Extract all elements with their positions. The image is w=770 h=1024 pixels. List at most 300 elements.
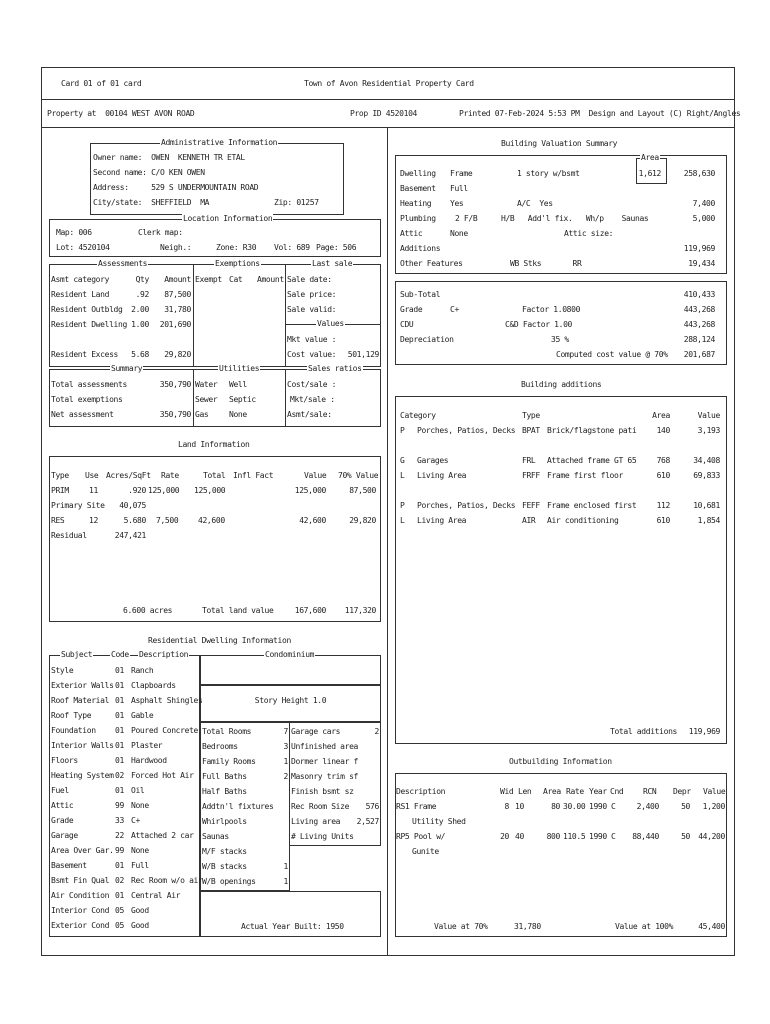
room-label: W/B openings	[202, 877, 256, 886]
addition-value: 3,193	[697, 426, 720, 435]
addition-category: Porches, Patios, Decks	[417, 501, 516, 510]
room-label: Bedrooms	[202, 742, 238, 751]
bvs-item-desc: WB Stks RR	[510, 259, 582, 268]
divider	[285, 369, 286, 427]
land-head-total: Total	[203, 471, 226, 480]
outb-head-desc: Description	[396, 787, 446, 796]
outb-value: 44,200	[698, 832, 725, 841]
res-description: Full	[131, 861, 149, 870]
res-subject: Basement	[51, 861, 87, 870]
room-label: Half Baths	[202, 787, 247, 796]
outb-rcn: 88,440	[632, 832, 659, 841]
res-subject: Roof Material	[51, 696, 110, 705]
adds-title: Building additions	[521, 380, 602, 389]
outb-rcn: 2,400	[636, 802, 659, 811]
res-description: Good	[131, 906, 149, 915]
room-count: 2	[283, 772, 288, 781]
calc-item: Depreciation	[400, 335, 454, 344]
res-code: 01	[115, 666, 124, 675]
land-total-label: Total land value	[202, 606, 274, 615]
page-number: Page: 506	[316, 243, 357, 252]
res-code: 01	[115, 711, 124, 720]
land-total-70: 117,320	[344, 606, 376, 615]
land-head-acres: Acres/SqFt	[106, 471, 151, 480]
bvs-item: Heating	[400, 199, 432, 208]
bvs-item-value: 119,969	[683, 244, 715, 253]
res-subject: Attic	[51, 801, 74, 810]
res-description: Forced Hot Air	[131, 771, 194, 780]
utility-type: Gas	[195, 410, 209, 419]
res-subject: Area Over Gar.	[51, 846, 114, 855]
addition-area: 140	[656, 426, 670, 435]
sales-ratios-title: Sales ratios	[308, 364, 362, 373]
addition-category: Porches, Patios, Decks	[417, 426, 516, 435]
addition-value: 10,681	[693, 501, 720, 510]
addition-description: Brick/flagstone pati	[547, 426, 637, 435]
summary-value: 350,790	[159, 380, 191, 389]
printed-info: Printed 07-Feb-2024 5:53 PM Design and Layout (C) Right/Angles	[459, 109, 741, 118]
room-label: Whirlpools	[202, 817, 247, 826]
calc-value: 443,268	[683, 320, 715, 329]
land-row-type: RES	[51, 516, 65, 525]
land-head-rate: Rate	[161, 471, 179, 480]
addition-code: G	[400, 456, 405, 465]
outb-head-year: Year	[589, 787, 607, 796]
land-row-acres: 5.680	[123, 516, 146, 525]
summary-title: Summary	[111, 364, 143, 373]
outb-value: 1,200	[702, 802, 725, 811]
adds-total: 119,969	[688, 727, 720, 736]
utility-value: Septic	[229, 395, 256, 404]
land-head-value: Value	[304, 471, 327, 480]
land-title: Land Information	[178, 440, 250, 449]
res-description: Gable	[131, 711, 154, 720]
bvs-item-desc: A/C Yes	[517, 199, 553, 208]
bvs-item: Attic	[400, 229, 423, 238]
addition-area: 610	[656, 471, 670, 480]
res-subject: Roof Type	[51, 711, 92, 720]
res-subject: Exterior Walls	[51, 681, 114, 690]
bvs-item-value: 7,400	[692, 199, 715, 208]
res-description: Hardwood	[131, 756, 167, 765]
res-subject: Style	[51, 666, 74, 675]
room-label: Family Rooms	[202, 757, 256, 766]
addition-type: FRFF	[522, 471, 540, 480]
outb-description-2: Utility Shed	[412, 817, 466, 826]
res-code-head: Code	[111, 650, 129, 659]
addition-value: 69,833	[693, 471, 720, 480]
addition-type: FEFF	[522, 501, 540, 510]
misc-label: Garage cars	[291, 727, 341, 736]
room-count: 1	[283, 757, 288, 766]
bvs-item: Additions	[400, 244, 441, 253]
divider	[193, 369, 194, 427]
calc-value: 288,124	[683, 335, 715, 344]
misc-label: # Living Units	[291, 832, 354, 841]
outb-description: RP5 Pool w/	[396, 832, 446, 841]
computed-label: Computed cost value @ 70%	[556, 350, 668, 359]
room-label: W/B stacks	[202, 862, 247, 871]
location-title: Location Information	[183, 214, 273, 223]
outb-area: 800	[546, 832, 560, 841]
res-description: Good	[131, 921, 149, 930]
adds-total-label: Total additions	[610, 727, 677, 736]
summary-label: Total exemptions	[51, 395, 123, 404]
outb-area: 80	[551, 802, 560, 811]
land-row-value: 42,600	[299, 516, 326, 525]
res-title: Residential Dwelling Information	[148, 636, 291, 645]
summary-label: Total assessments	[51, 380, 127, 389]
outb-description-2: Gunite	[412, 847, 439, 856]
land-row-70: 87,500	[349, 486, 376, 495]
computed-value: 201,687	[683, 350, 715, 359]
res-code: 01	[115, 681, 124, 690]
addition-type: FRL	[522, 456, 536, 465]
page-title: Town of Avon Residential Property Card	[304, 79, 474, 88]
land-total-value: 167,600	[294, 606, 326, 615]
res-desc-head: Description	[139, 650, 189, 659]
bvs-item-detail: Frame	[450, 169, 473, 178]
assess-row-category: Resident Outbldg	[51, 305, 123, 314]
adds-box	[395, 396, 727, 744]
res-subject-head: Subject	[61, 650, 93, 659]
asmt-sale: Asmt/sale:	[287, 410, 332, 419]
addition-code: P	[400, 501, 405, 510]
outb-v100-label: Value at 100%	[615, 922, 674, 931]
addition-code: L	[400, 471, 405, 480]
outb-rate: 30.00	[563, 802, 586, 811]
cost-value-label: Cost value:	[287, 350, 337, 359]
utility-value: None	[229, 410, 247, 419]
adds-head-value: Value	[697, 411, 720, 420]
misc-label: Living area	[291, 817, 341, 826]
land-head-infl: Infl Fact	[233, 471, 274, 480]
area-label: Area	[641, 153, 659, 162]
mkt-value: Mkt value :	[287, 335, 337, 344]
calc-grade: C+	[450, 305, 459, 314]
admin-title: Administrative Information	[161, 138, 278, 147]
land-row-type: Residual	[51, 531, 87, 540]
utility-type: Water	[195, 380, 218, 389]
addition-category: Living Area	[417, 471, 467, 480]
assess-row-category: Resident Land	[51, 290, 110, 299]
res-description: Attached 2 car	[131, 831, 194, 840]
misc-label: Masonry trim sf	[291, 772, 358, 781]
outb-cnd: C	[611, 802, 616, 811]
outb-year: 1990	[589, 802, 607, 811]
outb-wid: 8	[504, 802, 509, 811]
year-built: Actual Year Built: 1950	[241, 922, 344, 931]
zip: Zip: 01257	[274, 198, 319, 207]
res-code: 01	[115, 741, 124, 750]
res-description: Central Air	[131, 891, 181, 900]
land-row-type: PRIM	[51, 486, 69, 495]
property-address: Property at 00104 WEST AVON ROAD	[47, 109, 195, 118]
assess-row-category: Resident Excess	[51, 350, 118, 359]
room-label: Total Rooms	[202, 727, 252, 736]
adds-head-type: Type	[522, 411, 540, 420]
outb-description: RS1 Frame	[396, 802, 437, 811]
sale-price: Sale price:	[287, 290, 337, 299]
room-count: 1	[283, 877, 288, 886]
bvs-item-desc: 1 story w/bsmt	[517, 169, 580, 178]
bvs-item-desc: Attic size:	[564, 229, 614, 238]
land-row-use: 12	[89, 516, 98, 525]
adds-head-area: Area	[652, 411, 670, 420]
adds-head-category: Category	[400, 411, 436, 420]
addition-type: BPAT	[522, 426, 540, 435]
addition-area: 112	[656, 501, 670, 510]
assess-head-qty: Qty	[135, 275, 149, 284]
assess-row-amount: 29,820	[164, 350, 191, 359]
res-subject: Interior Cond	[51, 906, 110, 915]
room-count: 3	[283, 742, 288, 751]
room-count: 7	[283, 727, 288, 736]
land-head-use: Use	[85, 471, 99, 480]
outb-head-rcn: RCN	[643, 787, 657, 796]
zone: Zone: R30	[216, 243, 257, 252]
cost-value: 501,129	[347, 350, 379, 359]
neighborhood: Neigh.:	[160, 243, 192, 252]
bvs-item: Dwelling	[400, 169, 436, 178]
sale-valid: Sale valid:	[287, 305, 337, 314]
addition-description: Attached frame GT 65	[547, 456, 637, 465]
res-description: None	[131, 846, 149, 855]
land-row-acres: .920	[128, 486, 146, 495]
assess-row-qty: .92	[135, 290, 149, 299]
res-description: C+	[131, 816, 140, 825]
mkt-sale: Mkt/sale :	[290, 395, 335, 404]
addition-description: Frame first floor	[547, 471, 623, 480]
exempt-head-exempt: Exempt	[195, 275, 222, 284]
story-height: Story Height 1.0	[254, 696, 327, 705]
addition-value: 1,854	[697, 516, 720, 525]
res-description: Rec Room w/o air	[131, 876, 203, 885]
room-label: Full Baths	[202, 772, 247, 781]
summary-value: 350,790	[159, 410, 191, 419]
res-code: 99	[115, 846, 124, 855]
outb-head-rate: Rate	[566, 787, 584, 796]
res-description: Ranch	[131, 666, 154, 675]
outb-rate: 110.5	[563, 832, 586, 841]
misc-label: Rec Room Size	[291, 802, 350, 811]
land-row-70: 29,820	[349, 516, 376, 525]
res-subject: Air Condition	[51, 891, 110, 900]
addition-description: Frame enclosed first	[547, 501, 637, 510]
exemptions-title: Exemptions	[215, 259, 260, 268]
res-subject: Garage	[51, 831, 78, 840]
addition-category: Garages	[417, 456, 449, 465]
outb-title: Outbuilding Information	[509, 757, 612, 766]
outb-head-len: Len	[518, 787, 532, 796]
map: Map: 006	[56, 228, 92, 237]
assess-row-amount: 87,500	[164, 290, 191, 299]
calc-factor: Factor 1.0800	[522, 305, 581, 314]
outb-head-wid: Wid	[500, 787, 514, 796]
outb-year: 1990	[589, 832, 607, 841]
card-number: Card 01 of 01 card	[61, 79, 142, 88]
divider	[285, 264, 286, 367]
bvs-item: Plumbing	[400, 214, 436, 223]
cost-sale: Cost/sale :	[287, 380, 337, 389]
lot: Lot: 4520104	[56, 243, 110, 252]
res-subject: Heating System	[51, 771, 114, 780]
res-subject: Exterior Cond	[51, 921, 110, 930]
misc-box	[289, 722, 381, 846]
land-row-total: 125,000	[194, 486, 226, 495]
bvs-title: Building Valuation Summary	[501, 139, 618, 148]
land-acres-total: 6.600 acres	[123, 606, 173, 615]
res-code: 01	[115, 891, 124, 900]
res-description: None	[131, 801, 149, 810]
res-subject: Foundation	[51, 726, 96, 735]
res-subject: Grade	[51, 816, 74, 825]
calc-factor: 35 %	[551, 335, 569, 344]
res-code: 22	[115, 831, 124, 840]
prop-id: Prop ID 4520104	[350, 109, 417, 118]
calc-item: Grade	[400, 305, 423, 314]
owner-address: Address: 529 S UNDERMOUNTAIN ROAD	[93, 183, 259, 192]
divider	[193, 264, 194, 367]
res-code: 02	[115, 771, 124, 780]
volume: Vol: 689	[274, 243, 310, 252]
calc-value: 410,433	[683, 290, 715, 299]
misc-value: 2,527	[356, 817, 379, 826]
bvs-item-detail: None	[450, 229, 468, 238]
bvs-item: Other Features	[400, 259, 463, 268]
outb-head-depr: Depr	[673, 787, 691, 796]
assess-head-amount: Amount	[164, 275, 191, 284]
res-description: Oil	[131, 786, 145, 795]
calc-item: Sub-Total	[400, 290, 441, 299]
bvs-item-detail: Full	[450, 184, 468, 193]
calc-value: 443,268	[683, 305, 715, 314]
summary-label: Net assessment	[51, 410, 114, 419]
outb-wid: 20	[500, 832, 509, 841]
res-code: 01	[115, 696, 124, 705]
calc-factor: C&D Factor 1.00	[505, 320, 572, 329]
addition-code: P	[400, 426, 405, 435]
room-label: Addtn'l fixtures	[202, 802, 274, 811]
outb-box	[395, 773, 727, 937]
utility-type: Sewer	[195, 395, 218, 404]
utilities-title: Utilities	[219, 364, 260, 373]
misc-value: 576	[365, 802, 379, 811]
bvs-item-value: 19,434	[688, 259, 715, 268]
res-subject: Bsmt Fin Qual	[51, 876, 110, 885]
res-code: 33	[115, 816, 124, 825]
outb-head-area: Area	[543, 787, 561, 796]
res-code: 02	[115, 876, 124, 885]
assess-row-qty: 1.00	[131, 320, 149, 329]
land-row-acres: 247,421	[114, 531, 146, 540]
last-sale-title: Last sale	[312, 259, 353, 268]
res-description: Poured Concrete	[131, 726, 198, 735]
res-subject: Floors	[51, 756, 78, 765]
divider	[41, 99, 735, 100]
addition-code: L	[400, 516, 405, 525]
land-head-70: 70% Value	[338, 471, 379, 480]
calc-item: CDU	[400, 320, 414, 329]
bvs-item-value: 5,000	[692, 214, 715, 223]
outb-len: 40	[515, 832, 524, 841]
room-count: 1	[283, 862, 288, 871]
res-code: 01	[115, 756, 124, 765]
res-code: 05	[115, 921, 124, 930]
res-code: 01	[115, 861, 124, 870]
land-row-type: Primary Site	[51, 501, 105, 510]
addition-area: 610	[656, 516, 670, 525]
land-row-rate: 7,500	[156, 516, 179, 525]
land-head-type: Type	[51, 471, 69, 480]
assess-row-qty: 2.00	[131, 305, 149, 314]
res-description: Clapboards	[131, 681, 176, 690]
assess-row-amount: 31,780	[164, 305, 191, 314]
assess-row-amount: 201,690	[159, 320, 191, 329]
misc-label: Finish bsmt sz	[291, 787, 354, 796]
res-description: Plaster	[131, 741, 163, 750]
bvs-item-detail: 2 F/B	[455, 214, 478, 223]
res-description: Asphalt Shingles	[131, 696, 203, 705]
bvs-item-desc: H/B Add'l fix. Wh/p Saunas	[501, 214, 649, 223]
assess-row-qty: 5.68	[131, 350, 149, 359]
condo-title: Condominium	[265, 650, 315, 659]
second-name: Second name: C/O KEN OWEN	[93, 168, 205, 177]
misc-label: Unfinished area	[291, 742, 358, 751]
res-code: 01	[115, 786, 124, 795]
addition-category: Living Area	[417, 516, 467, 525]
assess-head-category: Asmt category	[51, 275, 110, 284]
outb-len: 10	[515, 802, 524, 811]
addition-value: 34,408	[693, 456, 720, 465]
outb-depr: 50	[681, 802, 690, 811]
outb-v70-label: Value at 70%	[434, 922, 488, 931]
res-code: 01	[115, 726, 124, 735]
outb-v70: 31,780	[514, 922, 541, 931]
land-row-use: 11	[89, 486, 98, 495]
res-code: 05	[115, 906, 124, 915]
divider	[387, 127, 388, 956]
outb-head-cnd: Cnd	[610, 787, 624, 796]
bvs-item-value: 258,630	[683, 169, 715, 178]
exempt-head-cat: Cat	[229, 275, 243, 284]
divider	[41, 127, 735, 128]
res-subject: Fuel	[51, 786, 69, 795]
sale-date: Sale date:	[287, 275, 332, 284]
res-code: 99	[115, 801, 124, 810]
utility-value: Well	[229, 380, 247, 389]
room-label: M/F stacks	[202, 847, 247, 856]
owner-name: Owner name: OWEN KENNETH TR ETAL	[93, 153, 245, 162]
outb-v100: 45,400	[698, 922, 725, 931]
outb-head-value: Value	[703, 787, 726, 796]
city-state: City/state: SHEFFIELD MA	[93, 198, 210, 207]
land-row-total: 42,600	[198, 516, 225, 525]
addition-description: Air conditioning	[547, 516, 619, 525]
res-subject: Interior Walls	[51, 741, 114, 750]
assess-row-category: Resident Dwelling	[51, 320, 127, 329]
land-row-value: 125,000	[294, 486, 326, 495]
outb-cnd: C	[611, 832, 616, 841]
values-title: Values	[317, 319, 344, 328]
outb-depr: 50	[681, 832, 690, 841]
land-row-rate: 125,000	[148, 486, 180, 495]
assessments-title: Assessments	[98, 259, 148, 268]
room-label: Saunas	[202, 832, 229, 841]
bvs-item-detail: Yes	[450, 199, 464, 208]
bvs-item: Basement	[400, 184, 436, 193]
addition-type: AIR	[522, 516, 536, 525]
